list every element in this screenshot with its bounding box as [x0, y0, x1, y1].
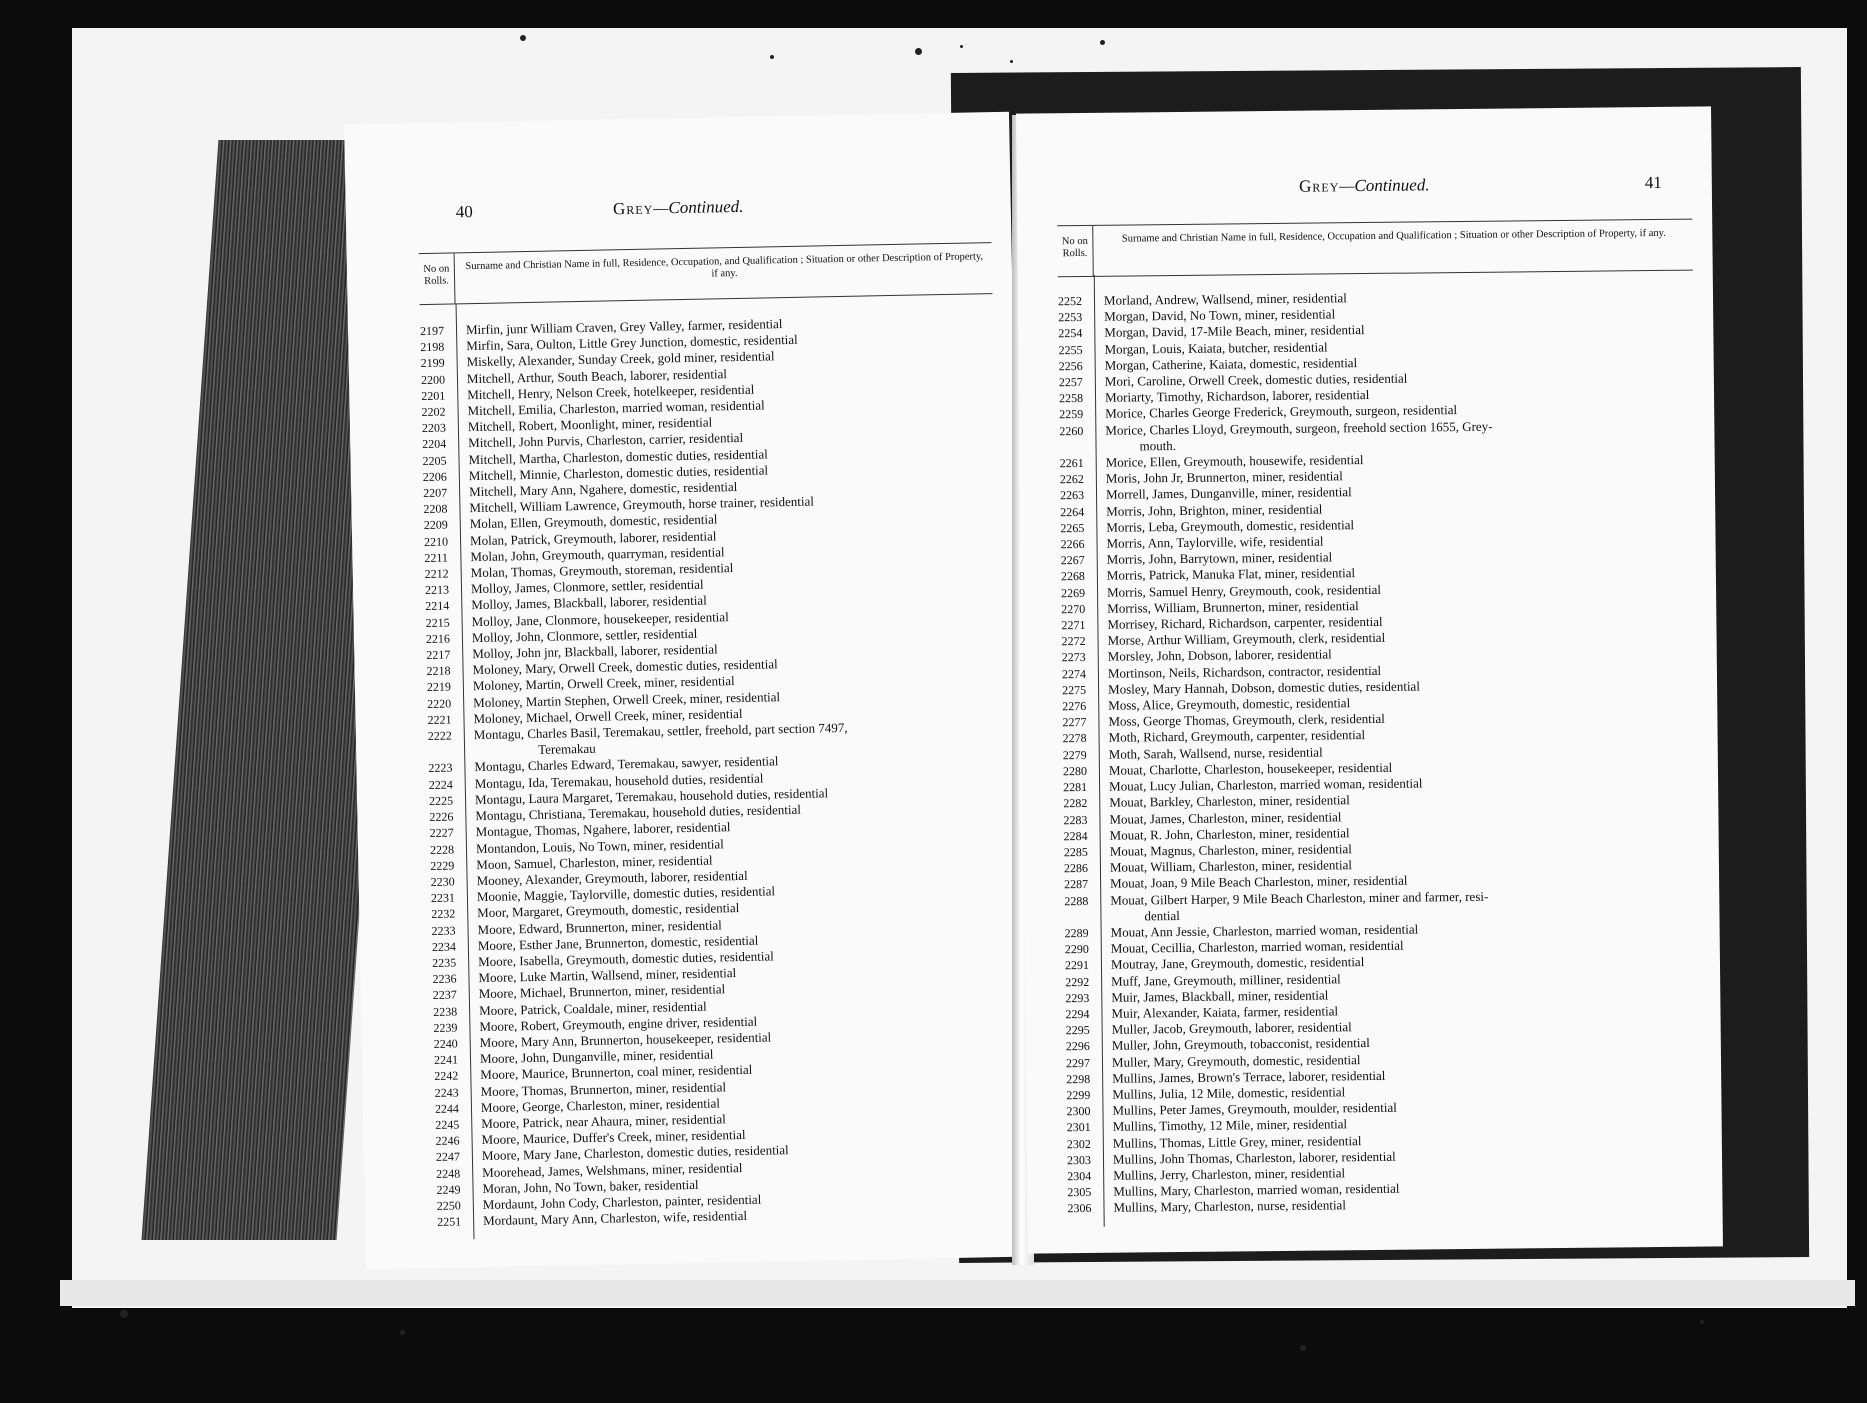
roll-number: 2207 [423, 485, 448, 501]
roll-entry-text: Moore, John, Dunganville, miner, residential [479, 1046, 714, 1067]
roll-number: 2299 [1066, 1087, 1091, 1103]
roll-entry-text: Morice, Ellen, Greymouth, housewife, residential [1105, 452, 1364, 470]
right-running-head-district: Grey [1298, 176, 1340, 196]
roll-number: 2243 [434, 1085, 459, 1100]
roll-entry-text: Moon, Samuel, Charleston, miner, residential [476, 852, 713, 872]
roll-entry-text: Morris, Patrick, Manuka Flat, miner, residential [1106, 565, 1356, 584]
roll-entry-text: Moore, Maurice, Brunnerton, coal miner, residential [480, 1062, 753, 1083]
right-page [1016, 106, 1723, 1253]
roll-entry-text: Moloney, Martin, Orwell Creek, miner, residential [472, 673, 735, 694]
roll-entry-continuation: dential [1144, 907, 1180, 924]
roll-number: 2252 [1057, 293, 1083, 309]
roll-entry-text: Mitchell, Mary Ann, Ngahere, domestic, residential [468, 479, 738, 500]
roll-number: 2279 [1062, 747, 1087, 762]
roll-entry-text: Mitchell, Emilia, Charleston, married woman, residential [467, 397, 765, 419]
roll-number: 2242 [434, 1068, 459, 1084]
roll-entry-text: Mordaunt, John Cody, Charleston, painter, residential [482, 1191, 762, 1212]
roll-entry-text: Molan, John, Greymouth, quarryman, residential [470, 544, 725, 564]
roll-entry-text: Montagu, Laura Margaret, Teremakau, household duties, residential [474, 785, 829, 807]
roll-number: 2260 [1059, 423, 1084, 438]
left-page-number: 40 [455, 202, 473, 222]
roll-number: 2283 [1063, 812, 1088, 827]
roll-entry-text: Morsley, John, Dobson, laborer, residential [1107, 646, 1332, 665]
roll-entry-text: Moore, Patrick, near Ahaura, miner, residential [481, 1111, 726, 1131]
roll-number: 2238 [432, 1004, 458, 1019]
roll-number: 2266 [1060, 537, 1085, 552]
right-col-description-head: Surname and Christian Name in full, Residence, Occupation and Qualification ; Situation or other Description of Property, if any. [1121, 227, 1666, 245]
roll-entry-text: Moore, Mary Jane, Charleston, domestic duties, residential [481, 1142, 789, 1164]
right-column-header [1057, 219, 1693, 278]
roll-number: 2216 [425, 631, 451, 646]
left-running-head [346, 192, 1011, 225]
roll-number: 2278 [1062, 731, 1087, 746]
roll-number: 2276 [1062, 699, 1087, 714]
roll-number: 2199 [420, 356, 445, 371]
roll-number: 2228 [429, 842, 455, 857]
scan-speck [1300, 1345, 1306, 1351]
roll-entry-text: Mullins, Thomas, Little Grey, miner, residential [1112, 1132, 1362, 1151]
roll-number: 2210 [423, 534, 449, 549]
roll-entry-text: Muller, John, Greymouth, tobacconist, residential [1111, 1035, 1370, 1054]
roll-number: 2257 [1058, 375, 1083, 390]
roll-number: 2218 [426, 663, 451, 679]
roll-number: 2265 [1060, 520, 1085, 536]
roll-entry-text: Mouat, Lucy Julian, Charleston, married woman, residential [1109, 775, 1423, 794]
roll-number: 2270 [1061, 601, 1086, 617]
roll-entry-text: Moorehead, James, Welshmans, miner, residential [482, 1159, 743, 1180]
roll-number: 2269 [1060, 585, 1086, 600]
roll-entry-text: Morris, Ann, Taylorville, wife, residential [1106, 533, 1324, 551]
left-page [344, 112, 1031, 1270]
roll-number: 2259 [1059, 407, 1084, 422]
roll-entry-text: Montagu, Charles Basil, Teremakau, settler, freehold, part section 7497, [473, 720, 848, 743]
roll-entry-text: Morris, John, Brighton, miner, residential [1106, 501, 1323, 519]
roll-number: 2201 [421, 388, 446, 403]
roll-entry-text: Mouat, Joan, 9 Mile Beach Charleston, miner, residential [1110, 872, 1408, 892]
roll-number: 2197 [419, 323, 445, 339]
roll-number: 2303 [1066, 1152, 1092, 1167]
roll-entry-text: Morgan, Catherine, Kaiata, domestic, residential [1104, 354, 1358, 373]
roll-entry-text: Moore, George, Charleston, miner, residential [480, 1095, 721, 1115]
roll-number: 2240 [433, 1036, 458, 1051]
roll-number: 2306 [1067, 1201, 1092, 1216]
right-running-head-continued: —Continued. [1339, 175, 1430, 196]
roll-entry-text: Moris, John Jr, Brunnerton, miner, residential [1105, 468, 1343, 486]
roll-entry-text: Mouat, Charlotte, Charleston, housekeeper, residential [1108, 759, 1393, 778]
roll-number: 2264 [1060, 504, 1085, 519]
roll-number: 2246 [435, 1133, 460, 1149]
roll-number: 2302 [1066, 1136, 1091, 1151]
roll-number: 2229 [430, 858, 455, 873]
roll-entry-text: Morris, Leba, Greymouth, domestic, residential [1106, 516, 1355, 535]
roll-number: 2233 [431, 923, 456, 938]
roll-entry-text: Morice, Charles Lloyd, Greymouth, surgeon, freehold section 1655, Grey- [1105, 418, 1493, 438]
left-page-header [346, 192, 1011, 231]
roll-number: 2225 [428, 793, 454, 808]
roll-entry-text: Morris, Samuel Henry, Greymouth, cook, residential [1106, 581, 1382, 600]
roll-entry-text: Mullins, Timothy, 12 Mile, miner, residential [1112, 1116, 1348, 1135]
roll-number: 2291 [1064, 958, 1090, 973]
roll-entry-text: Montagu, Charles Edward, Teremakau, sawyer, residential [474, 753, 779, 775]
roll-entry-continuation: mouth. [1139, 437, 1177, 454]
roll-entry-text: Montague, Thomas, Ngahere, laborer, residential [475, 819, 731, 840]
roll-number: 2258 [1058, 391, 1084, 406]
roll-number: 2290 [1064, 942, 1089, 957]
scan-speck [120, 1310, 128, 1318]
roll-entry-continuation: Teremakau [537, 741, 596, 758]
roll-entry-text: Morrell, James, Dunganville, miner, residential [1105, 484, 1352, 503]
roll-number: 2234 [431, 939, 457, 954]
roll-entry-text: Morgan, Louis, Kaiata, butcher, residential [1104, 339, 1328, 357]
roll-number: 2217 [426, 647, 451, 663]
roll-entry-text: Morland, Andrew, Wallsend, miner, residential [1103, 290, 1347, 308]
roll-entry-text: Mullins, Mary, Charleston, married woman, residential [1113, 1180, 1400, 1199]
roll-number: 2300 [1066, 1104, 1091, 1119]
roll-entry-text: Mitchell, Martha, Charleston, domestic duties, residential [468, 446, 768, 467]
roll-entry-text: Morgan, David, No Town, miner, residential [1104, 306, 1336, 324]
roll-entry-text: Mori, Caroline, Orwell Creek, domestic duties, residential [1104, 370, 1408, 389]
roll-entry-text: Mitchell, Arthur, South Beach, laborer, residential [466, 365, 728, 386]
roll-number: 2268 [1060, 569, 1085, 584]
roll-entry-text: Molloy, John jnr, Blackball, laborer, residential [472, 641, 718, 662]
left-running-head-district: Grey [612, 198, 654, 219]
roll-entry-text: Morriss, William, Brunnerton, miner, residential [1107, 597, 1359, 616]
roll-number: 2232 [431, 906, 456, 922]
roll-entry-text: Mullins, Peter James, Greymouth, moulder, residential [1112, 1099, 1397, 1118]
roll-number: 2235 [432, 955, 457, 970]
roll-entry-text: Miskelly, Alexander, Sunday Creek, gold miner, residential [466, 348, 775, 370]
roll-number: 2202 [421, 404, 446, 420]
roll-number: 2261 [1059, 456, 1084, 471]
roll-number: 2236 [432, 971, 457, 987]
left-running-head-continued: —Continued. [653, 196, 744, 218]
roll-number: 2239 [433, 1020, 458, 1035]
scan-speck [915, 48, 922, 55]
roll-number: 2200 [420, 372, 446, 387]
scan-speck [1100, 40, 1105, 45]
roll-entry-text: Morgan, David, 17-Mile Beach, miner, residential [1104, 322, 1365, 341]
roll-number: 2304 [1067, 1168, 1092, 1184]
roll-number: 2284 [1063, 828, 1088, 843]
roll-number: 2245 [435, 1117, 460, 1132]
roll-number: 2267 [1060, 553, 1085, 568]
roll-entry-text: Mouat, R. John, Charleston, miner, residential [1109, 824, 1350, 843]
roll-entry-text: Mitchell, William Lawrence, Greymouth, horse trainer, residential [469, 493, 815, 516]
roll-entry-text: Muller, Jacob, Greymouth, laborer, residential [1111, 1019, 1352, 1037]
roll-entry-text: Mullins, Mary, Charleston, nurse, residential [1113, 1197, 1346, 1216]
roll-entry-text: Moran, John, No Town, baker, residential [482, 1176, 699, 1196]
roll-number: 2231 [430, 890, 456, 906]
roll-entry-text: Muir, James, Blackball, miner, residential [1111, 987, 1329, 1005]
roll-entry-text: Mouat, William, Charleston, miner, residential [1109, 857, 1353, 875]
roll-number: 2297 [1065, 1055, 1091, 1070]
roll-entry-text: Mitchell, John Purvis, Charleston, carrier, residential [468, 430, 744, 451]
roll-entry-text: Mosley, Mary Hannah, Dobson, domestic duties, residential [1108, 678, 1420, 697]
roll-entry-text: Molloy, James, Clonmore, settler, residential [470, 576, 704, 597]
roll-number: 2249 [436, 1182, 461, 1197]
roll-number: 2221 [427, 712, 452, 727]
roll-number: 2298 [1066, 1071, 1091, 1086]
roll-entry-text: Mortinson, Neils, Richardson, contractor, residential [1107, 662, 1382, 681]
roll-entry-text: Moore, Mary Ann, Brunnerton, housekeeper, residential [479, 1029, 772, 1050]
roll-entry-text: Moloney, Mary, Orwell Creek, domestic duties, residential [472, 656, 778, 678]
roll-entry-text: Mouat, Barkley, Charleston, miner, residential [1109, 792, 1350, 811]
roll-number: 2293 [1065, 990, 1090, 1005]
roll-entry-text: Moonie, Maggie, Taylorville, domestic duties, residential [476, 883, 776, 905]
roll-entry-text: Morris, John, Barrytown, miner, residential [1106, 549, 1333, 567]
right-page-number: 41 [1644, 172, 1662, 193]
roll-number: 2226 [429, 809, 454, 825]
roll-entry-text: Montandon, Louis, No Town, miner, residential [475, 835, 724, 856]
roll-entry-text: Molloy, Jane, Clonmore, housekeeper, residential [471, 608, 729, 629]
scan-speck [400, 1330, 405, 1335]
roll-entry-text: Moore, Patrick, Coaldale, miner, residential [478, 998, 707, 1018]
roll-number: 2223 [428, 761, 453, 776]
roll-entry-text: Mirfin, junr William Craven, Grey Valley, farmer, residential [465, 316, 783, 338]
roll-entry-text: Mordaunt, Mary Ann, Charleston, wife, residential [482, 1208, 748, 1229]
roll-number: 2296 [1065, 1039, 1090, 1054]
roll-entry-text: Moss, George Thomas, Greymouth, clerk, residential [1108, 711, 1385, 730]
roll-number: 2255 [1058, 342, 1083, 357]
roll-number: 2292 [1065, 974, 1090, 989]
roll-number: 2248 [436, 1166, 461, 1181]
roll-number: 2251 [437, 1214, 462, 1230]
roll-number: 2250 [436, 1198, 461, 1213]
roll-number: 2256 [1058, 358, 1083, 374]
roll-entry-text: Mirfin, Sara, Oulton, Little Grey Junction, domestic, residential [466, 332, 798, 354]
roll-entry-text: Mouat, Magnus, Charleston, miner, residential [1109, 841, 1352, 859]
roll-entry-text: Mouat, James, Charleston, miner, residential [1109, 808, 1342, 827]
roll-number: 2204 [422, 437, 447, 452]
roll-number: 2203 [421, 420, 447, 436]
roll-number: 2289 [1064, 925, 1089, 941]
roll-entry-text: Molan, Thomas, Greymouth, storeman, residential [470, 560, 734, 581]
roll-entry-text: Mitchell, Robert, Moonlight, miner, residential [467, 414, 713, 435]
roll-entry-text: Molloy, James, Blackball, laborer, residential [471, 593, 707, 613]
roll-entry-text: Mouat, Cecillia, Charleston, married woman, residential [1110, 937, 1404, 956]
roll-entry-text: Mouat, Gilbert Harper, 9 Mile Beach Charleston, miner and farmer, resi- [1110, 888, 1489, 908]
roll-number: 2305 [1067, 1185, 1092, 1200]
roll-entry-text: Moore, Michael, Brunnerton, miner, residential [478, 981, 726, 1002]
roll-entry-text: Moore, Thomas, Brunnerton, miner, residential [480, 1078, 727, 1099]
roll-number: 2288 [1064, 893, 1089, 908]
left-entries [420, 312, 1020, 1230]
scan-speck [770, 55, 774, 59]
left-column-header [419, 242, 993, 305]
roll-number: 2206 [422, 469, 447, 484]
roll-entry-text: Moss, Alice, Greymouth, domestic, residential [1108, 695, 1351, 713]
roll-number: 2301 [1066, 1120, 1091, 1135]
roll-entry-text: Molan, Patrick, Greymouth, laborer, residential [469, 528, 717, 548]
roll-number: 2214 [425, 599, 450, 614]
roll-entry-text: Molan, Ellen, Greymouth, domestic, residential [469, 511, 718, 532]
roll-entry-text: Moore, Luke Martin, Wallsend, miner, residential [478, 965, 737, 986]
right-col-number-head: No on Rolls. [1057, 226, 1094, 276]
roll-number: 2277 [1062, 715, 1087, 730]
roll-entry-text: Muller, Mary, Greymouth, domestic, residential [1111, 1051, 1361, 1070]
roll-number: 2208 [423, 501, 448, 517]
roll-entry-text: Moore, Isabella, Greymouth, domestic duties, residential [478, 948, 774, 969]
roll-number: 2227 [429, 825, 454, 841]
roll-entry-text: Moloney, Martin Stephen, Orwell Creek, miner, residential [473, 688, 781, 710]
roll-entry-text: Montagu, Christiana, Teremakau, household duties, residential [475, 801, 802, 824]
scan-lower-strip [60, 1280, 1855, 1306]
roll-number: 2271 [1061, 618, 1086, 633]
roll-entry-text: Moore, Esther Jane, Brunnerton, domestic, residential [477, 932, 759, 953]
roll-number: 2220 [427, 696, 452, 711]
scan-speck [1010, 60, 1013, 63]
roll-number: 2254 [1058, 326, 1083, 341]
scan-speck [1700, 1320, 1704, 1324]
roll-entry-text: Morice, Charles George Frederick, Greymouth, surgeon, residential [1105, 402, 1458, 422]
roll-entry-text: Moriarty, Timothy, Richardson, laborer, residential [1104, 387, 1370, 405]
roll-number: 2253 [1058, 310, 1083, 325]
roll-entry-text: Mullins, James, Brown's Terrace, laborer, residential [1112, 1067, 1386, 1086]
roll-number: 2282 [1063, 796, 1088, 811]
roll-number: 2287 [1064, 877, 1089, 892]
roll-number: 2244 [434, 1101, 460, 1116]
right-running-head [1017, 172, 1712, 199]
roll-number: 2273 [1061, 650, 1086, 665]
roll-entry-text: Moloney, Michael, Orwell Creek, miner, residential [473, 705, 743, 726]
roll-entry-text: Mitchell, Henry, Nelson Creek, hotelkeeper, residential [467, 381, 755, 402]
right-page-header [1017, 172, 1712, 205]
roll-number: 2285 [1063, 844, 1088, 860]
roll-number: 2211 [424, 550, 449, 565]
roll-entry-text: Moth, Sarah, Wallsend, nurse, residential [1108, 744, 1323, 762]
roll-number: 2230 [430, 874, 455, 889]
scan-speck [960, 45, 963, 48]
left-col-number-head: No on Rolls. [419, 253, 456, 304]
roll-entry-text: Mullins, Jerry, Charleston, miner, residential [1113, 1165, 1346, 1183]
right-entries [1058, 286, 1713, 1216]
roll-number: 2224 [428, 777, 453, 792]
roll-number: 2198 [420, 339, 445, 355]
scan-speck [520, 35, 526, 41]
roll-number: 2286 [1063, 861, 1089, 876]
roll-number: 2237 [432, 987, 457, 1003]
roll-entry-text: Moore, Edward, Brunnerton, miner, residential [477, 916, 722, 937]
roll-entry-text: Moore, Maurice, Duffer's Creek, miner, residential [481, 1127, 746, 1148]
roll-number: 2222 [427, 728, 452, 744]
roll-entry-text: Muir, Alexander, Kaiata, farmer, residential [1111, 1003, 1339, 1021]
roll-number: 2215 [425, 615, 450, 630]
roll-number: 2275 [1062, 682, 1087, 698]
roll-number: 2274 [1061, 666, 1086, 681]
left-col-description-head: Surname and Christian Name in full, Residence, Occupation, and Qualification ; Situation or other Description of Property, if any. [465, 251, 984, 280]
roll-entry-text: Montagu, Ida, Teremakau, household duties, residential [474, 770, 764, 791]
roll-entry-text: Mullins, Julia, 12 Mile, domestic, residential [1112, 1084, 1346, 1102]
roll-number: 2280 [1062, 763, 1088, 779]
roll-entry-text: Moth, Richard, Greymouth, carpenter, residential [1108, 727, 1366, 746]
roll-entry-text: Mullins, John Thomas, Charleston, laborer, residential [1112, 1148, 1396, 1167]
roll-entry-text: Moore, Robert, Greymouth, engine driver, residential [479, 1013, 758, 1034]
roll-number: 2294 [1065, 1006, 1090, 1022]
roll-entry-text: Molloy, John, Clonmore, settler, residential [471, 625, 698, 645]
roll-number: 2241 [433, 1052, 459, 1068]
roll-number: 2219 [426, 680, 452, 695]
roll-number: 2295 [1065, 1023, 1090, 1038]
roll-entry-text: Mouat, Ann Jessie, Charleston, married woman, residential [1110, 921, 1419, 940]
roll-number: 2272 [1061, 634, 1086, 649]
roll-number: 2281 [1063, 780, 1088, 795]
roll-number: 2247 [435, 1149, 461, 1165]
roll-entry-text: Morse, Arthur William, Greymouth, clerk, residential [1107, 630, 1386, 649]
roll-entry-text: Mooney, Alexander, Greymouth, laborer, residential [476, 867, 748, 888]
roll-number: 2213 [424, 582, 450, 598]
roll-entry-text: Moor, Margaret, Greymouth, domestic, residential [477, 900, 740, 921]
roll-number: 2205 [422, 453, 447, 468]
roll-entry-text: Muff, Jane, Greymouth, milliner, residential [1111, 970, 1341, 989]
roll-number: 2212 [424, 566, 449, 582]
roll-entry-text: Mitchell, Minnie, Charleston, domestic duties, residential [468, 462, 769, 483]
roll-number: 2209 [423, 518, 448, 533]
roll-entry-text: Moutray, Jane, Greymouth, domestic, residential [1110, 954, 1365, 973]
roll-number: 2262 [1059, 472, 1084, 487]
roll-number: 2263 [1059, 488, 1085, 503]
roll-entry-text: Morrisey, Richard, Richardson, carpenter, residential [1107, 613, 1383, 632]
